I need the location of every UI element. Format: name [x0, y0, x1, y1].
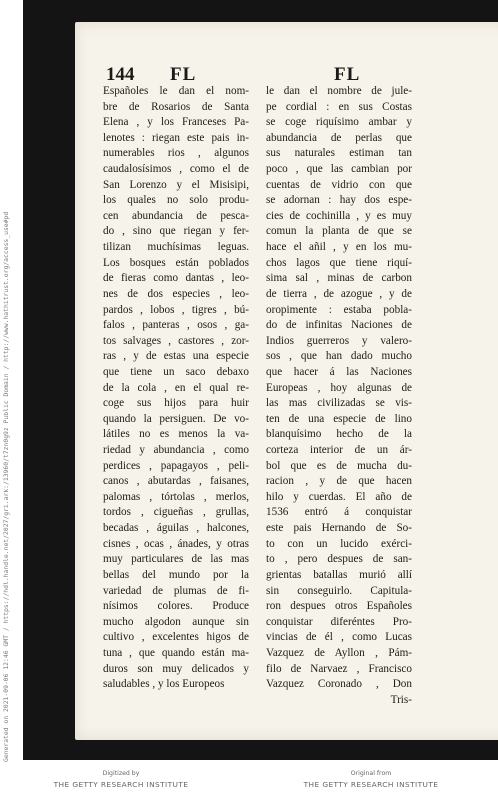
right-column-line: sin conseguirlo. Capitula-: [266, 584, 412, 597]
left-column-line: bre de Rosarios de Santa: [103, 100, 249, 113]
left-column-line: tuna , que quando están ma-: [103, 646, 249, 659]
right-column-line: Tris-: [390, 693, 412, 706]
left-column-line: tos salvages , castores , zor-: [103, 334, 249, 347]
right-column-line: comun la planta de que se: [266, 225, 412, 238]
right-column-line: filo de Narvaez , Francisco: [266, 662, 412, 675]
left-column-line: saludables , y los Europeos: [103, 678, 225, 691]
left-text-column: [103, 84, 249, 693]
right-column-line: cuentas de vidrio con que: [266, 178, 412, 191]
right-column-line: Vazquez Coronado , Don: [266, 678, 412, 691]
right-column-line: hilo y cuerdas. El año de: [266, 490, 412, 503]
right-column-line: cies de cochinilla , y es muy: [266, 209, 412, 222]
right-column-line: grientas batallas murió allí: [266, 568, 412, 581]
left-column-line: perdices , papagayos , peli-: [103, 459, 249, 472]
right-column-line: se adornan : hay dos espe-: [266, 194, 412, 207]
right-column-line: ten de una especie de lino: [266, 412, 412, 425]
right-column-line: sus naturales estiman tan: [266, 147, 412, 160]
left-column-line: Españoles le dan el nom-: [103, 85, 249, 97]
left-column-line: los quales no solo produ-: [103, 194, 249, 207]
left-column-line: nísimos colores. Produce: [103, 600, 249, 613]
left-column-line: duros son muy delicados y: [103, 662, 249, 675]
scan-frame: [23, 0, 498, 760]
right-column-line: este pais Hernando de So-: [266, 522, 412, 535]
left-column-line: bellas del mundo por la: [103, 568, 249, 581]
right-column-line: hace el añil , y en los mu-: [266, 241, 412, 254]
right-column-line: sima sal , minas de carbon: [266, 272, 412, 285]
right-column-line: chos lagos que tiene riquí-: [266, 256, 412, 269]
running-head-left: FL: [170, 64, 197, 85]
right-column-line: sos , que han dado mucho: [266, 350, 412, 363]
left-column-line: cisnes , ocas , ánades, y otras: [103, 537, 249, 550]
left-column-line: mucho algodon aunque sin: [103, 615, 249, 628]
left-column-line: palomas , tórtolas , merlos,: [103, 490, 249, 503]
left-column-line: látiles no es menos la va-: [103, 428, 249, 441]
right-column-line: to con un lucido exérci-: [266, 537, 412, 550]
page-header: [106, 64, 428, 86]
right-column-line: poco , que las cambian por: [266, 163, 412, 176]
right-text-column: [266, 84, 412, 708]
right-column-line: bol que es de mucha du-: [266, 459, 412, 472]
right-column-line: Europeas , hoy algunas de: [266, 381, 412, 394]
footer-original-from: [271, 768, 471, 790]
footer-digitized-label: Digitized by: [102, 770, 140, 777]
left-column-line: que tiene un saco debaxo: [103, 365, 249, 378]
footer-digitized-by: [21, 768, 221, 790]
left-column-line: lenotes : riegan este pais in-: [103, 131, 249, 144]
left-column-line: Los bosques están poblados: [103, 256, 249, 269]
right-column-line: vincias de él , como Lucas: [266, 631, 412, 644]
left-column-line: variedad de plumas de fi-: [103, 584, 249, 597]
left-column-line: do , sino que riegan y fer-: [103, 225, 249, 238]
left-column-line: riedad y abundancia , como: [103, 444, 249, 457]
footer-original-label: Original from: [350, 770, 392, 777]
right-column-line: conquistar diferéntes Pro-: [266, 615, 412, 628]
hathitrust-side-note: Generated on 2021-09-06 12:46 GMT / https://hdl.handle.net/2027/gri.ark:/13960/t7zn0g9z Public Domain / http://www.hathitrust.org/access_use#pd: [2, 211, 10, 762]
left-column-line: cen abundancia de pesca-: [103, 209, 249, 222]
left-column-line: de fieras como dantas , leo-: [103, 272, 249, 285]
right-column-line: 1536 entró á conquistar: [266, 506, 412, 519]
left-column-line: caudalosísimos , como el de: [103, 163, 249, 176]
left-column-line: coge sus hijos para huir: [103, 397, 249, 410]
left-column-line: quando la persiguen. De vo-: [103, 412, 249, 425]
left-column-line: pardos , lobos , tigres , bú-: [103, 303, 249, 316]
right-column-line: le dan el nombre de jule-: [266, 85, 412, 97]
right-column-line: Indios guerreros y valero-: [266, 334, 412, 347]
running-head-right: FL: [334, 64, 361, 85]
left-column-line: nes de dos especies , leo-: [103, 287, 249, 300]
left-column-line: San Lorenzo y el Misisipi,: [103, 178, 249, 191]
page-number: 144: [106, 64, 135, 85]
left-column-line: canos , abutardas , faisanes,: [103, 475, 249, 488]
left-column-line: de la cola , en el qual re-: [103, 381, 249, 394]
right-column-line: oropimente : estaba pobla-: [266, 303, 412, 316]
right-column-line: do de infinitas Naciones de: [266, 319, 412, 332]
right-column-line: que hacer á las Naciones: [266, 365, 412, 378]
right-column-line: corteza interior de un ár-: [266, 444, 412, 457]
right-column-line: de tierra , de azogue , y de: [266, 287, 412, 300]
left-column-line: muy particulares de las mas: [103, 553, 249, 566]
left-column-line: cultivo , excelentes higos de: [103, 631, 249, 644]
right-column-line: se coge riquísimo ambar y: [266, 116, 412, 129]
right-column-line: racion , y de que hacen: [266, 475, 412, 488]
right-column-line: Vazquez de Ayllon , Pám-: [266, 646, 412, 659]
right-column-line: pe cordial : en sus Costas: [266, 100, 412, 113]
left-column-line: falos , panteras , osos , ga-: [103, 319, 249, 332]
left-column-line: tilizan muchísimas leguas.: [103, 241, 249, 254]
left-column-line: ras , y de estas una especie: [103, 350, 249, 363]
left-column-line: becadas , águilas , halcones,: [103, 522, 249, 535]
footer-digitized-institution: THE GETTY RESEARCH INSTITUTE: [53, 780, 189, 789]
right-column-line: las mas civilizadas se vis-: [266, 397, 412, 410]
left-column-line: Elena , y los Franceses Pa-: [103, 116, 249, 129]
left-column-line: numerables rios , algunos: [103, 147, 249, 160]
right-column-line: abundancia de perlas que: [266, 131, 412, 144]
footer-original-institution: THE GETTY RESEARCH INSTITUTE: [303, 780, 439, 789]
right-column-line: ron despues otros Españoles: [266, 600, 412, 613]
right-column-line: to , pero despues de san-: [266, 553, 412, 566]
right-column-line: blanquísimo hecho de la: [266, 428, 412, 441]
left-column-line: tordos , cigueñas , grullas,: [103, 506, 249, 519]
